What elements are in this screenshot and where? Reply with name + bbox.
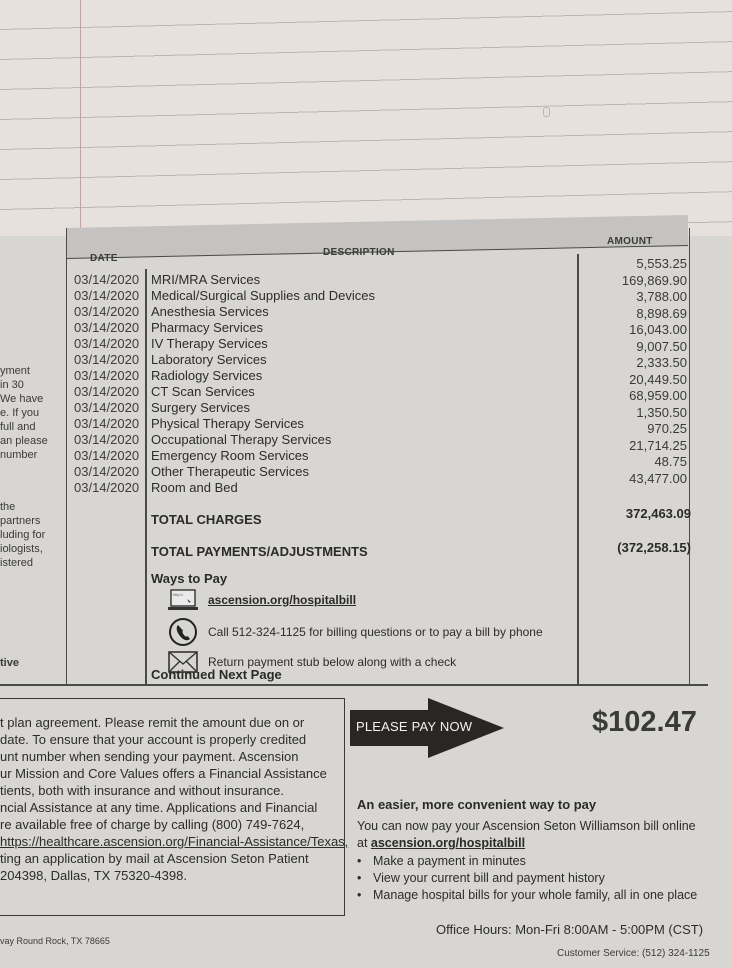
row-date: 03/14/2020 (74, 272, 140, 287)
list-item: • Manage hospital bills for your whole family, all in one place (357, 887, 697, 904)
row-date: 03/14/2020 (74, 400, 140, 415)
office-hours: Office Hours: Mon-Fri 8:00AM - 5:00PM (CST) (436, 922, 704, 937)
section-divider (0, 684, 708, 686)
row-description: IV Therapy Services (151, 336, 268, 351)
row-date: 03/14/2020 (74, 480, 140, 495)
online-payment-text (357, 818, 696, 852)
laptop-icon (166, 586, 200, 614)
amount-due: $102.47 (592, 706, 697, 738)
margin-line: iologists, (0, 543, 43, 555)
margin-line: e. If you (0, 407, 40, 419)
row-date: 03/14/2020 (74, 336, 140, 351)
column-header-description: DESCRIPTION (323, 247, 395, 258)
table-row (0, 352, 732, 368)
list-item: • Make a payment in minutes (357, 853, 697, 870)
online-benefits-list (357, 853, 697, 904)
row-description: CT Scan Services (151, 384, 255, 399)
table-row (0, 336, 732, 352)
customer-service-phone: Customer Service: (512) 324-1125 (557, 948, 710, 959)
table-row (0, 416, 732, 432)
notebook-paper (0, 0, 732, 236)
row-date: 03/14/2020 (74, 416, 140, 431)
table-row (0, 288, 732, 304)
row-amount: 43,477.00 (629, 471, 687, 486)
notice-line: t plan agreement. Please remit the amount due on or (0, 715, 305, 730)
hospital-bill-link[interactable]: ascension.org/hospitalbill (208, 593, 357, 607)
margin-line: luding for (0, 529, 46, 541)
left-margin-text-3: tive (0, 657, 19, 669)
row-date: 03/14/2020 (74, 432, 140, 447)
row-description: Physical Therapy Services (151, 416, 304, 431)
row-description: Radiology Services (151, 368, 263, 383)
row-amount: 9,007.50 (636, 339, 687, 354)
row-amount: 16,043.00 (629, 322, 687, 337)
row-date: 03/14/2020 (74, 384, 140, 399)
row-amount: 3,788.00 (636, 289, 687, 304)
table-row (0, 464, 732, 480)
left-margin-text-2 (0, 500, 45, 570)
row-description: Room and Bed (151, 480, 238, 495)
table-row (0, 400, 732, 416)
row-date: 03/14/2020 (74, 464, 140, 479)
online-payment-title: An easier, more convenient way to pay (357, 797, 597, 812)
mail-text: Return payment stub below along with a check (208, 655, 457, 669)
row-amount: 8,898.69 (636, 306, 687, 321)
table-row (0, 448, 732, 464)
row-date: 03/14/2020 (74, 448, 140, 463)
total-charges-label: TOTAL CHARGES (151, 512, 262, 527)
margin-line: number (0, 449, 38, 461)
pay-online-option (166, 586, 356, 614)
phone-icon (166, 618, 200, 646)
notice-line: re available free of charge by calling (800) 749-7624, (0, 817, 305, 832)
row-date: 03/14/2020 (74, 368, 140, 383)
address-fragment: vay Round Rock, TX 78665 (0, 936, 110, 946)
table-row (0, 432, 732, 448)
notice-line: ncial Assistance at any time. Applications and Financial (0, 800, 318, 815)
row-description: Medical/Surgical Supplies and Devices (151, 288, 376, 303)
total-charges-amount: 372,463.09 (625, 506, 691, 521)
hospital-bill (0, 236, 732, 968)
row-amount: 5,553.25 (636, 256, 687, 271)
row-description: Other Therapeutic Services (151, 464, 309, 479)
total-payments-amount: (372,258.15) (617, 540, 691, 555)
row-description: Pharmacy Services (151, 320, 263, 335)
notice-line: ting an application by mail at Ascension Seton Patient (0, 851, 309, 866)
row-description: Occupational Therapy Services (151, 432, 332, 447)
svg-text:http://: http:// (173, 592, 184, 597)
row-amount: 2,333.50 (636, 355, 687, 370)
row-date: 03/14/2020 (74, 288, 140, 303)
pay-by-phone-option (166, 618, 543, 646)
table-row (0, 368, 732, 384)
margin-line: istered (0, 557, 34, 569)
online-payment-link[interactable]: ascension.org/hospitalbill (370, 836, 526, 850)
row-date: 03/14/2020 (74, 320, 140, 335)
row-amount: 21,714.25 (629, 438, 687, 453)
notice-line: 204398, Dallas, TX 75320-4398. (0, 868, 187, 883)
margin-line: in 30 (0, 379, 24, 391)
margin-line: yment (0, 365, 30, 377)
row-description: Laboratory Services (151, 352, 267, 367)
margin-line: We have (0, 393, 44, 405)
table-row (0, 480, 732, 496)
row-description: Anesthesia Services (151, 304, 269, 319)
phone-text: Call 512-324-1125 for billing questions or to pay a bill by phone (208, 625, 543, 639)
total-payments-label: TOTAL PAYMENTS/ADJUSTMENTS (151, 544, 368, 559)
margin-line: full and (0, 421, 36, 433)
table-row (0, 304, 732, 320)
row-amount: 68,959.00 (629, 388, 687, 403)
margin-line: an please (0, 435, 48, 447)
row-amount: 20,449.50 (629, 372, 687, 387)
list-item: • View your current bill and payment history (357, 870, 697, 887)
margin-line: partners (0, 515, 41, 527)
notice-line: tients, both with insurance and without insurance. (0, 783, 285, 798)
row-amount: 1,350.50 (636, 405, 687, 420)
table-row (0, 320, 732, 336)
row-description: Surgery Services (151, 400, 250, 415)
notice-line: date. To ensure that your account is properly credited (0, 732, 307, 747)
row-date: 03/14/2020 (74, 352, 140, 367)
at-label: at (357, 836, 371, 850)
paper-mark (543, 107, 550, 117)
notebook-margin-line (80, 0, 81, 236)
ways-to-pay-title: Ways to Pay (151, 571, 228, 586)
continued-next-page: Continued Next Page (151, 667, 282, 682)
financial-assistance-notice (0, 714, 348, 884)
financial-assistance-link[interactable]: https://healthcare.ascension.org/Financial-Assistance/Texas, (0, 834, 349, 849)
row-amount: 169,869.90 (621, 273, 687, 288)
row-amount: 970.25 (647, 421, 687, 436)
row-description: MRI/MRA Services (151, 272, 261, 287)
column-header-amount: AMOUNT (607, 236, 653, 247)
row-date: 03/14/2020 (74, 304, 140, 319)
margin-line: the (0, 501, 16, 513)
online-payment-description: You can now pay your Ascension Seton Williamson bill online (357, 819, 696, 833)
row-description: Emergency Room Services (151, 448, 309, 463)
notice-line: unt number when sending your payment. Ascension (0, 749, 299, 764)
pay-now-label: PLEASE PAY NOW (356, 719, 473, 734)
notice-line: ur Mission and Core Values offers a Financial Assistance (0, 766, 327, 781)
row-amount: 48.75 (654, 454, 687, 469)
column-header-date: DATE (90, 253, 118, 264)
table-row (0, 384, 732, 400)
